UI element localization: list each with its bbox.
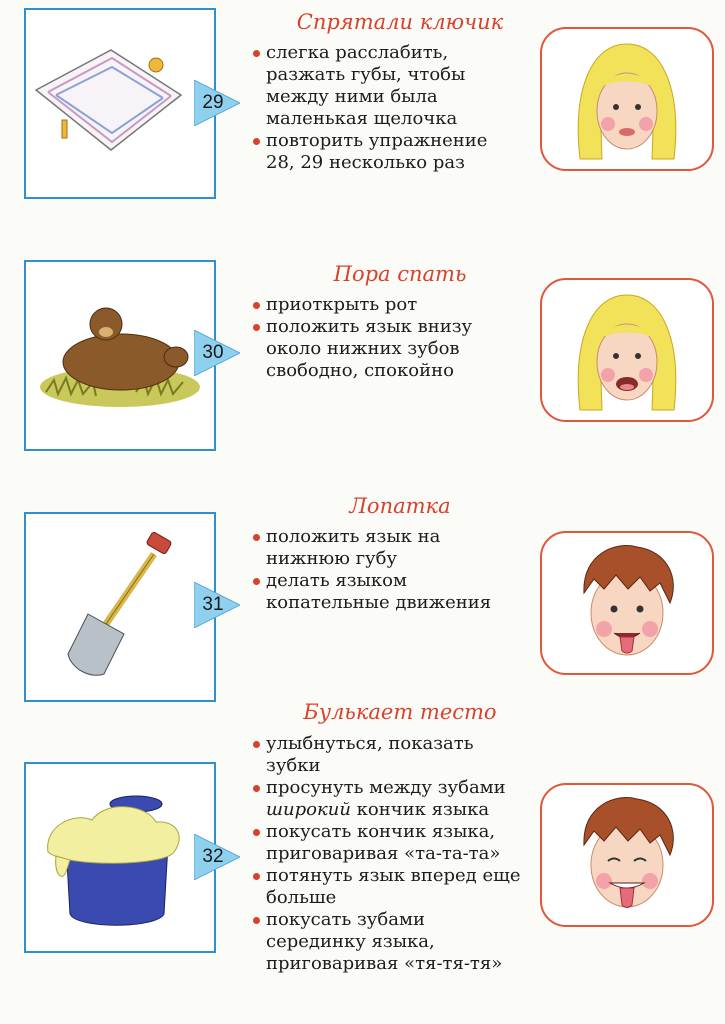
exercise-30-picture [24,260,216,451]
step-item: покусать кончик языка, приговаривая «та-та-та» [252,821,522,865]
step-text: просунуть между зубами [266,777,506,798]
step-item: покусать зубами серединку языка, приговаривая «тя-тя-тя» [252,909,522,975]
step-item: положить язык внизу около нижних зубов свободно, спокойно [252,316,512,382]
exercise-number-tag [194,80,240,126]
exercise-31-picture [24,512,216,702]
exercise-steps [252,526,512,614]
step-item: приоткрыть рот [252,294,512,316]
boy-tongue-on-lip-icon [542,533,712,673]
step-item: слегка расслабить, разжать губы, чтобы между ними была маленькая щелочка [252,42,512,130]
girl-lips-slightly-parted-icon [542,29,712,169]
handkerchief-over-key-icon [26,10,214,197]
exercise-title: Лопатка [349,494,451,518]
exercise-number: 29 [202,92,224,113]
exercise-number: 30 [202,342,224,363]
exercise-31-face [540,531,714,675]
step-item: потянуть язык вперед еще больше [252,865,522,909]
shovel-icon [26,514,214,700]
exercise-number-tag [194,582,240,628]
sleeping-bear-icon [26,262,214,449]
exercise-steps [252,42,512,174]
exercise-32-face [540,783,714,927]
step-text: кончик языка [350,799,490,820]
step-item: повторить упражнение 28, 29 несколько раз [252,130,512,174]
boy-biting-tongue-icon [542,785,712,925]
exercise-title: Спрятали ключик [296,10,504,34]
exercise-number: 32 [202,846,224,867]
exercise-title: Булькает тесто [303,700,497,724]
step-item: улыбнуться, показать зубки [252,733,522,777]
exercise-number-tag [194,330,240,376]
exercise-number-tag [194,834,240,880]
step-item [252,777,522,821]
step-item: положить язык на нижнюю губу [252,526,512,570]
step-emphasis: широкий [266,799,351,820]
exercise-steps [252,294,512,382]
pot-of-rising-dough-icon [26,764,214,951]
girl-open-mouth-icon [542,280,712,420]
exercise-30-face [540,278,714,422]
exercise-number: 31 [202,594,224,615]
exercise-32-picture [24,762,216,953]
exercise-title: Пора спать [333,262,467,286]
exercise-29-face [540,27,714,171]
step-item: делать языком копательные движения [252,570,512,614]
exercise-steps [252,733,522,975]
exercise-29-picture [24,8,216,199]
